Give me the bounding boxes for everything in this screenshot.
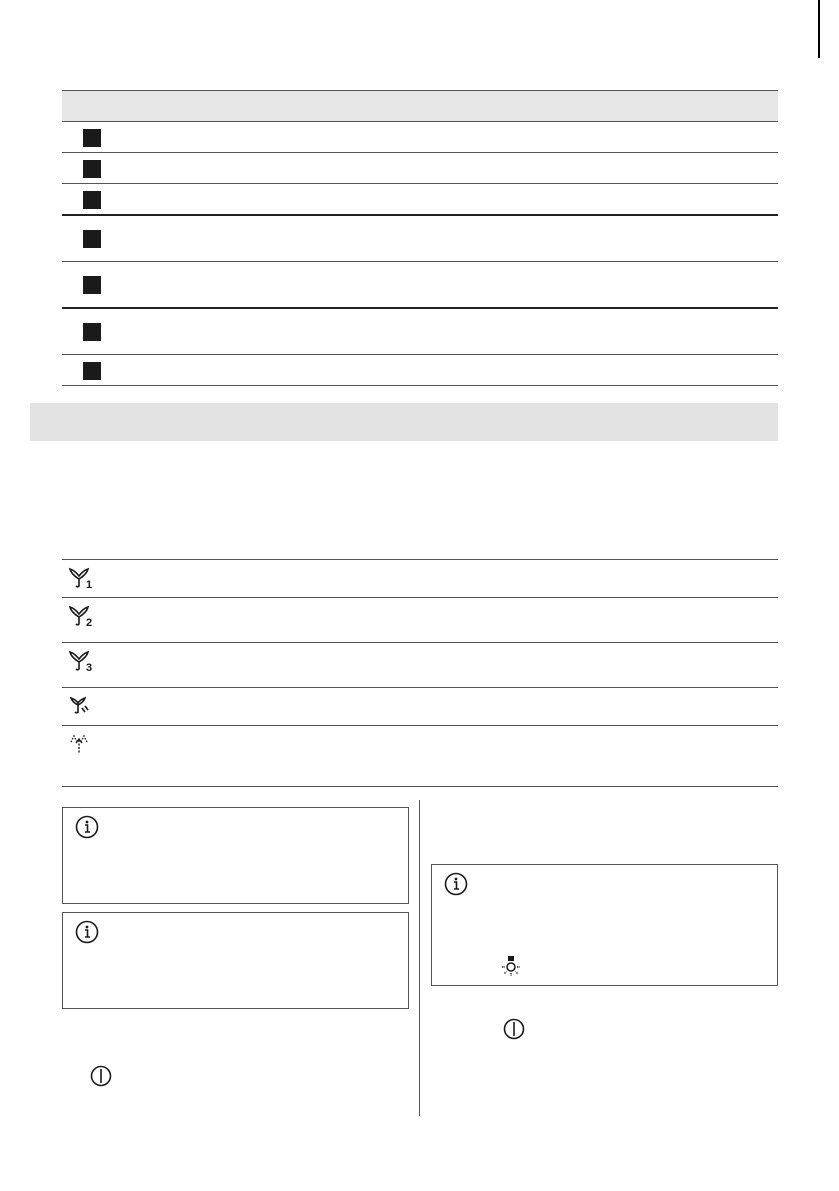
key-table-row: [62, 122, 778, 153]
delay-off-icon: [66, 730, 96, 756]
key-table-row: [62, 153, 778, 184]
key-table-header: [62, 90, 778, 122]
column-divider: [419, 800, 420, 1116]
symbol-table: [62, 559, 778, 787]
info-icon: [74, 919, 100, 945]
square-marker: [83, 362, 101, 380]
key-table-row: [62, 309, 778, 355]
key-table-row: [62, 216, 778, 262]
power-icon: [502, 1017, 526, 1041]
power-icon: [89, 1064, 113, 1088]
key-table-row: [62, 184, 778, 216]
info-note-box: [62, 912, 409, 1009]
key-table-row: [62, 262, 778, 309]
square-marker: [83, 230, 101, 248]
svg-text:1: 1: [86, 579, 93, 590]
info-icon: [443, 871, 469, 897]
fan-speed-2-icon: [66, 602, 96, 628]
svg-text:2: 2: [86, 617, 93, 628]
info-icon: [74, 814, 100, 840]
symbol-row: [62, 726, 778, 787]
symbol-row: [62, 688, 778, 726]
key-table-row: [62, 355, 778, 386]
corner-crop-line: [818, 0, 820, 58]
svg-text:3: 3: [86, 662, 93, 673]
fan-speed-1-icon: [66, 564, 96, 590]
key-table: [62, 90, 778, 386]
symbol-row: [62, 560, 778, 598]
info-note-box: [431, 864, 778, 986]
symbol-row: [62, 598, 778, 643]
section-heading-bar: [30, 403, 778, 441]
light-icon: [499, 954, 523, 978]
symbol-row: [62, 643, 778, 688]
square-marker: [83, 323, 101, 341]
square-marker: [83, 191, 101, 209]
square-marker: [83, 276, 101, 294]
fan-boost-icon: [66, 692, 96, 718]
fan-speed-3-icon: [66, 647, 96, 673]
info-note-box: [62, 807, 409, 904]
square-marker: [83, 160, 101, 178]
square-marker: [83, 129, 101, 147]
